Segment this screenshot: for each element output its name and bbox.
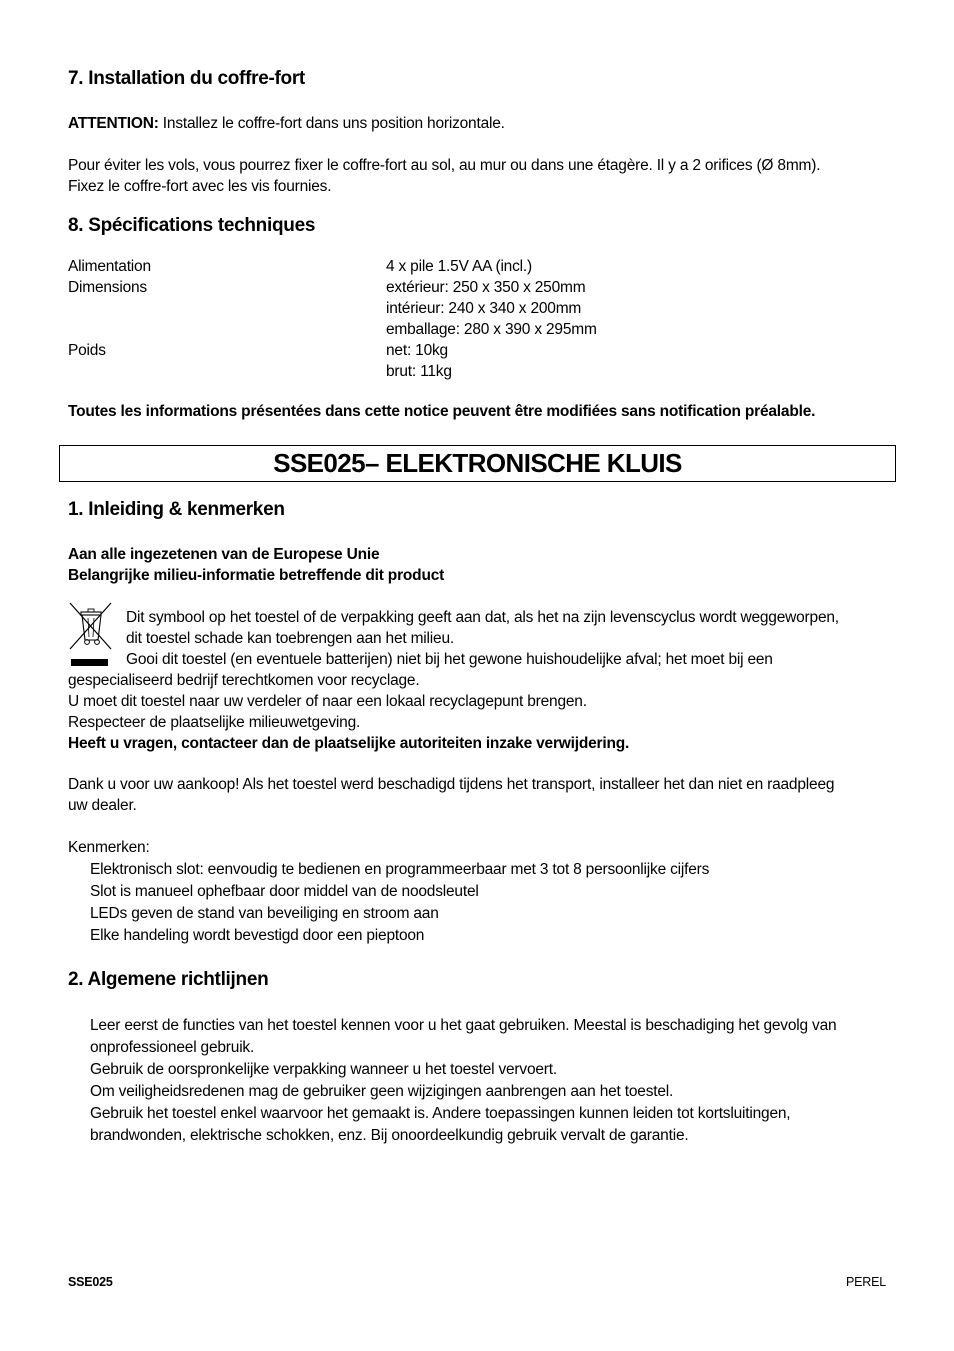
- guidelines-list: [90, 1015, 896, 1147]
- list-item: Om veiligheidsredenen mag de gebruiker geen wijzigingen aanbrengen aan het toestel.: [90, 1083, 674, 1100]
- spec-table: [68, 256, 896, 382]
- spec-row-power: [68, 256, 896, 277]
- attention-text: Installez le coffre-fort dans uns position horizontale.: [158, 115, 505, 132]
- spec-label: Poids: [68, 342, 106, 359]
- spec-value: 4 x pile 1.5V AA (incl.): [386, 258, 532, 275]
- list-item: Slot is manueel ophefbaar door middel van de noodsleutel: [90, 883, 479, 900]
- spec-values: [386, 256, 896, 277]
- list-item: Gebruik de oorspronkelijke verpakking wanneer u het toestel vervoert.: [90, 1061, 557, 1078]
- installation-line: Fixez le coffre-fort avec les vis fournies.: [68, 178, 332, 195]
- list-item: Elke handeling wordt bevestigd door een pieptoon: [90, 927, 425, 944]
- spec-label: Alimentation: [68, 258, 151, 275]
- footer-brand: PEREL: [846, 1275, 886, 1289]
- thanks-paragraph: [68, 774, 896, 816]
- eu-line: Belangrijke milieu-informatie betreffende dit product: [68, 567, 445, 584]
- eu-notice: [68, 544, 444, 586]
- features-list: [90, 859, 896, 947]
- weee-contact-line: Heeft u vragen, contacteer dan de plaatselijke autoriteiten inzake verwijdering.: [68, 735, 630, 752]
- section-2-heading: 2. Algemene richtlijnen: [68, 969, 269, 990]
- document-title: SSE025– ELEKTRONISCHE KLUIS: [59, 445, 896, 482]
- weee-line: Gooi dit toestel (en eventuele batterijen) niet bij het gewone huishoudelijke afval; het moet bij een: [126, 651, 773, 668]
- spec-value: brut: 11kg: [386, 363, 452, 380]
- weee-line: dit toestel schade kan toebrengen aan het milieu.: [126, 630, 454, 647]
- thanks-line: Dank u voor uw aankoop! Als het toestel werd beschadigd tijdens het transport, installeer het dan niet en raadpleeg: [68, 776, 835, 793]
- spec-row-weight: [68, 340, 896, 382]
- installation-line: Pour éviter les vols, vous pourrez fixer le coffre-fort au sol, au mur ou dans une étagère. Il y a 2 orifices (Ø 8mm).: [68, 157, 821, 174]
- spec-value: intérieur: 240 x 340 x 200mm: [386, 300, 582, 317]
- list-item: brandwonden, elektrische schokken, enz. Bij onoordeelkundig gebruik vervalt de garantie.: [90, 1127, 689, 1144]
- spec-label: Dimensions: [68, 279, 147, 296]
- weee-line: U moet dit toestel naar uw verdeler of naar een lokaal recyclagepunt brengen.: [68, 693, 587, 710]
- spec-values: [386, 340, 896, 382]
- features-label: Kenmerken:: [68, 839, 150, 856]
- list-item: Elektronisch slot: eenvoudig te bedienen en programmeerbaar met 3 tot 8 persoonlijke cijfers: [90, 861, 710, 878]
- spec-row-dimensions: [68, 277, 896, 340]
- crossed-bin-icon: [68, 602, 114, 654]
- section-7-heading: 7. Installation du coffre-fort: [68, 68, 305, 89]
- spec-value: net: 10kg: [386, 342, 448, 359]
- weee-line: Dit symbool op het toestel of de verpakking geeft aan dat, als het na zijn levenscyclus wordt weggeworpen,: [126, 609, 839, 626]
- eu-line: Aan alle ingezetenen van de Europese Unie: [68, 546, 380, 563]
- spec-value: emballage: 280 x 390 x 295mm: [386, 321, 597, 338]
- footer-model: SSE025: [68, 1275, 113, 1289]
- attention-label: ATTENTION:: [68, 115, 159, 132]
- weee-text: [126, 607, 896, 649]
- weee-line: Respecteer de plaatselijke milieuwetgeving.: [68, 714, 361, 731]
- attention-paragraph: [68, 113, 505, 134]
- weee-text-continued: [68, 670, 896, 754]
- thanks-line: uw dealer.: [68, 797, 137, 814]
- list-item: onprofessioneel gebruik.: [90, 1039, 255, 1056]
- section-1-heading: 1. Inleiding & kenmerken: [68, 499, 285, 520]
- weee-bar: [71, 659, 108, 666]
- list-item: Leer eerst de functies van het toestel kennen voor u het gaat gebruiken. Meestal is beschadiging het gevolg van: [90, 1017, 837, 1034]
- weee-line: gespecialiseerd bedrijf terechtkomen voor recyclage.: [68, 672, 420, 689]
- installation-text: [68, 155, 896, 197]
- spec-value: extérieur: 250 x 350 x 250mm: [386, 279, 586, 296]
- list-item: LEDs geven de stand van beveiliging en stroom aan: [90, 905, 439, 922]
- section-8-heading: 8. Spécifications techniques: [68, 215, 316, 236]
- list-item: Gebruik het toestel enkel waarvoor het gemaakt is. Andere toepassingen kunnen leiden tot kortsluitingen,: [90, 1105, 791, 1122]
- change-notice: Toutes les informations présentées dans cette notice peuvent être modifiées sans notification préalable.: [68, 403, 816, 420]
- spec-values: [386, 277, 896, 340]
